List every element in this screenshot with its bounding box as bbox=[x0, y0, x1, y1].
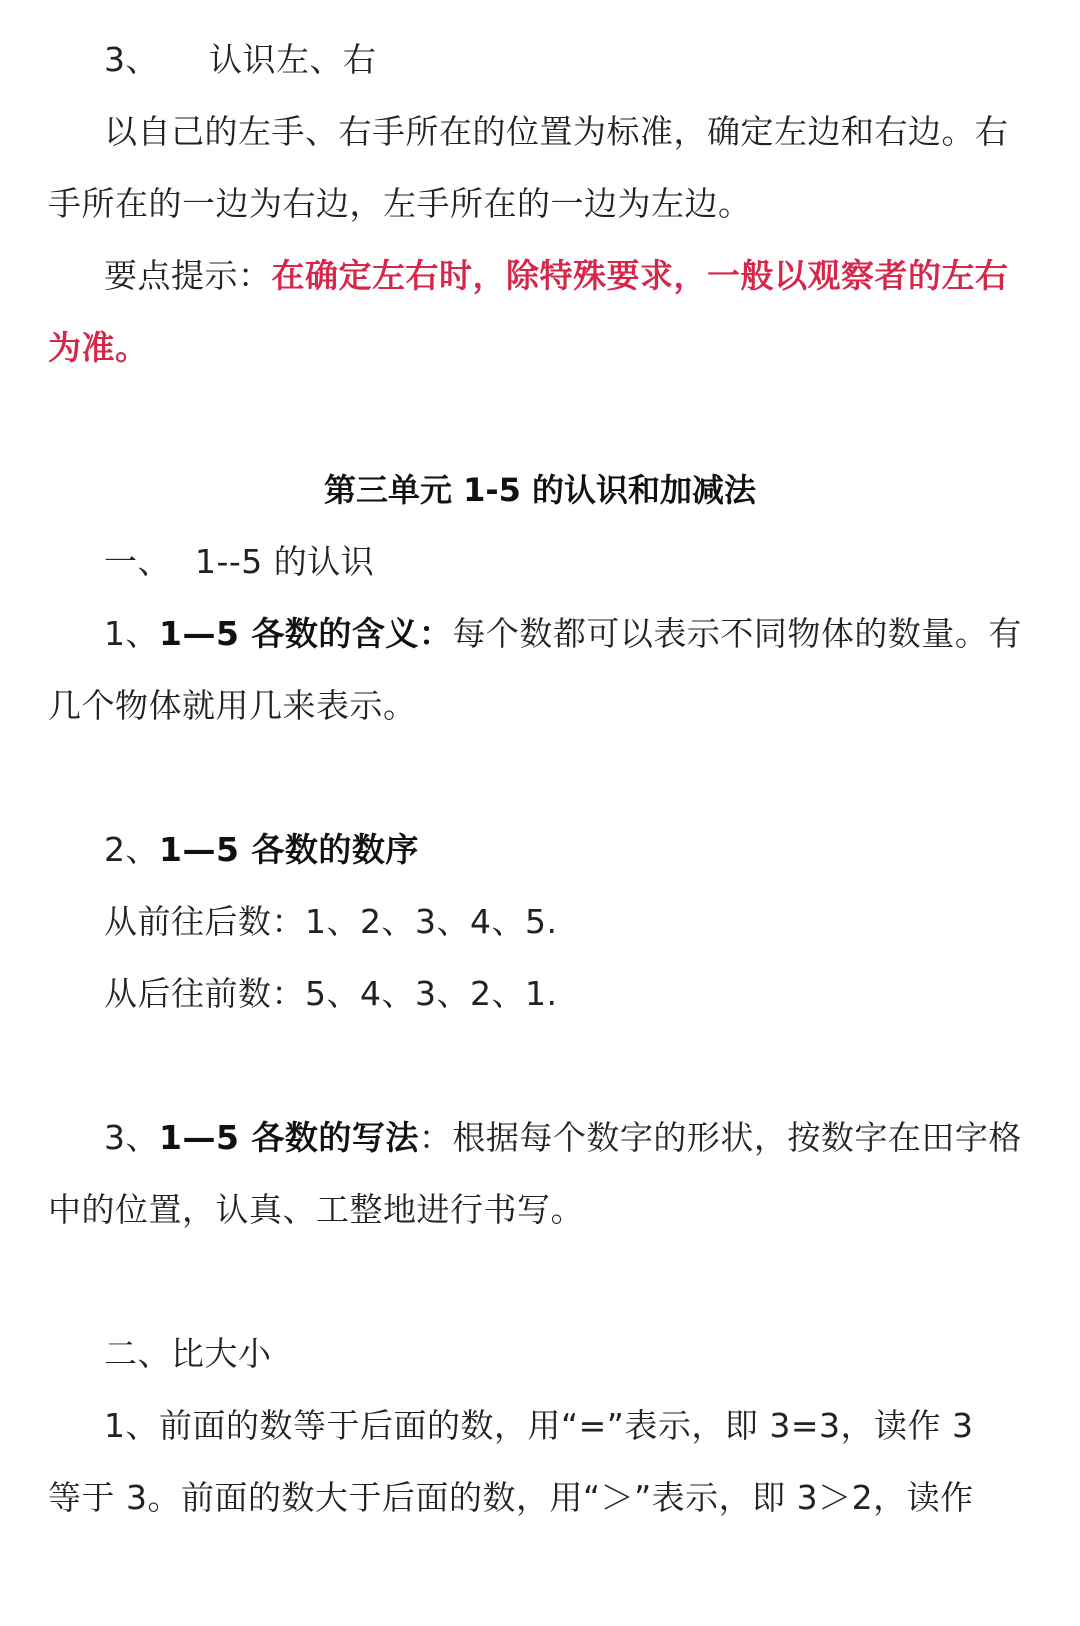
key-point-tip bbox=[104, 254, 1038, 298]
paragraph-line: 中的位置，认真、工整地进行书写。 bbox=[48, 1190, 584, 1229]
part-number: 二、 bbox=[104, 1334, 171, 1373]
item-heading-left-right bbox=[104, 38, 1038, 82]
paragraph-line: 几个物体就用几来表示。 bbox=[48, 686, 417, 725]
item-meaning bbox=[104, 612, 1038, 656]
part-number: 一、 bbox=[104, 542, 171, 581]
item-number: 3、 bbox=[104, 1118, 159, 1157]
paragraph-line: 手所在的一边为右边，左手所在的一边为左边。 bbox=[48, 184, 752, 223]
tip-highlight-continued: 为准。 bbox=[48, 328, 149, 367]
unit-title: 第三单元 1-5 的认识和加减法 bbox=[323, 471, 757, 509]
item-label: 1—5 各数的写法 bbox=[159, 1118, 419, 1157]
item-label: 1—5 各数的数序 bbox=[159, 830, 419, 869]
paragraph-line: 等于 3。前面的数大于后面的数，用“＞”表示，即 3＞2，读作 bbox=[48, 1478, 974, 1517]
count-forward: 从前往后数：1、2、3、4、5. bbox=[104, 902, 558, 941]
item-title: 认识左、右 bbox=[209, 40, 377, 79]
tip-highlight: 在确定左右时，除特殊要求，一般以观察者的左右 bbox=[271, 256, 1009, 295]
item-label: 1—5 各数的含义： bbox=[159, 614, 453, 653]
paragraph-line: 1、前面的数等于后面的数，用“=”表示，即 3=3，读作 3 bbox=[104, 1406, 974, 1445]
item-writing bbox=[104, 1116, 1038, 1160]
item-number: 1、 bbox=[104, 614, 159, 653]
part-heading bbox=[104, 1332, 1038, 1376]
item-text: ：根据每个数字的形状，按数字在田字格 bbox=[418, 1118, 1022, 1157]
item-number: 3、 bbox=[104, 40, 159, 79]
item-order bbox=[104, 828, 1038, 872]
count-backward: 从后往前数：5、4、3、2、1. bbox=[104, 974, 558, 1013]
part-title: 比大小 bbox=[171, 1334, 272, 1373]
item-number: 2、 bbox=[104, 830, 159, 869]
tip-label: 要点提示： bbox=[104, 256, 272, 295]
item-text: 每个数都可以表示不同物体的数量。有 bbox=[452, 614, 1022, 653]
part-title: 1--5 的认识 bbox=[195, 542, 375, 581]
part-heading bbox=[104, 540, 1038, 584]
paragraph-line: 以自己的左手、右手所在的位置为标准，确定左边和右边。右 bbox=[104, 112, 1009, 151]
